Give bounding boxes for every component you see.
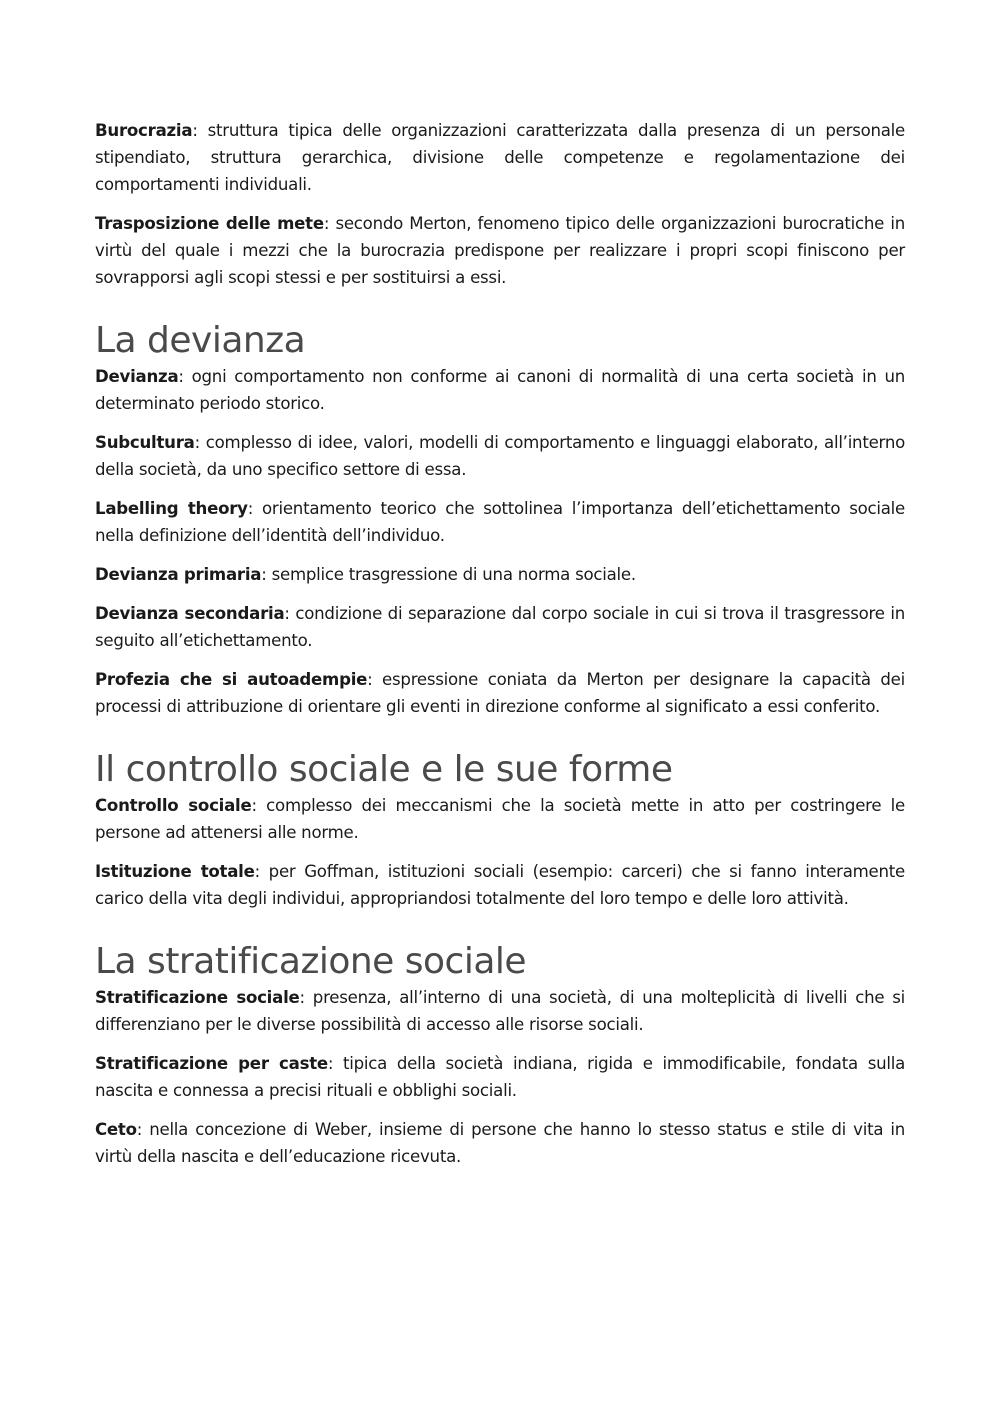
- definition-term: Burocrazia: [95, 121, 193, 140]
- definition-term: Devianza secondaria: [95, 604, 285, 623]
- definition-term: Subcultura: [95, 433, 195, 452]
- definition-entry: [95, 984, 905, 1038]
- definition-term: Ceto: [95, 1120, 137, 1139]
- document-page: [95, 117, 905, 1182]
- definition-term: Controllo sociale: [95, 796, 252, 815]
- definition-term: Devianza: [95, 367, 179, 386]
- definition-term: Profezia che si autoadempie: [95, 670, 368, 689]
- section-entries: [95, 363, 905, 720]
- section-stratificazione: [95, 942, 905, 1170]
- definition-text: : semplice trasgressione di una norma sociale.: [261, 565, 636, 584]
- definition-entry: [95, 1116, 905, 1170]
- section-controllo-sociale: [95, 750, 905, 912]
- definition-text: : secondo Merton, fenomeno tipico delle organizzazioni burocratiche in virtù del quale i mezzi che la burocrazia predispone per realizzare i propri scopi finiscono per sovrapporsi agli scopi stessi e per sostituirsi a essi.: [95, 214, 905, 287]
- definition-entry: [95, 429, 905, 483]
- definition-text: : complesso dei meccanismi che la società mette in atto per costringere le persone ad attenersi alle norme.: [95, 796, 905, 842]
- definition-entry: [95, 666, 905, 720]
- definition-text: : per Goffman, istituzioni sociali (esempio: carceri) che si fanno interamente carico della vita degli individui, appropriandosi totalmente del loro tempo e delle loro attività.: [95, 862, 905, 908]
- definition-term: Stratificazione per caste: [95, 1054, 328, 1073]
- definition-entry: [95, 792, 905, 846]
- section-heading: La stratificazione sociale: [95, 941, 527, 982]
- definition-entry: [95, 858, 905, 912]
- definition-text: : tipica della società indiana, rigida e immodificabile, fondata sulla nascita e connessa a precisi rituali e obblighi sociali.: [95, 1054, 905, 1100]
- definition-entry: [95, 363, 905, 417]
- definition-text: : condizione di separazione dal corpo sociale in cui si trova il trasgressore in seguito all’etichettamento.: [95, 604, 905, 650]
- definition-text: : nella concezione di Weber, insieme di persone che hanno lo stesso status e stile di vita in virtù della nascita e dell’educazione ricevuta.: [95, 1120, 905, 1166]
- definition-entry: [95, 495, 905, 549]
- definition-entry: [95, 561, 905, 588]
- definition-entry: [95, 210, 905, 291]
- definition-entry: [95, 600, 905, 654]
- section-heading: La devianza: [95, 320, 306, 361]
- definition-entry: [95, 1050, 905, 1104]
- definition-text: : struttura tipica delle organizzazioni caratterizzata dalla presenza di un personale stipendiato, struttura gerarchica, divisione delle competenze e regolamentazione dei comportamenti individuali.: [95, 121, 905, 194]
- definition-text: : complesso di idee, valori, modelli di comportamento e linguaggi elaborato, all’interno della società, da uno specifico settore di essa.: [95, 433, 905, 479]
- definition-term: Trasposizione delle mete: [95, 214, 324, 233]
- definition-term: Stratificazione sociale: [95, 988, 300, 1007]
- definition-entry: [95, 117, 905, 198]
- intro-entries: [95, 117, 905, 291]
- definition-text: : ogni comportamento non conforme ai canoni di normalità di una certa società in un determinato periodo storico.: [95, 367, 905, 413]
- section-entries: [95, 792, 905, 912]
- section-devianza: [95, 321, 905, 720]
- definition-term: Istituzione totale: [95, 862, 255, 881]
- definition-text: : presenza, all’interno di una società, di una molteplicità di livelli che si differenziano per le diverse possibilità di accesso alle risorse sociali.: [95, 988, 905, 1034]
- section-entries: [95, 984, 905, 1170]
- definition-text: : espressione coniata da Merton per designare la capacità dei processi di attribuzione di orientare gli eventi in direzione conforme al significato a essi conferito.: [95, 670, 905, 716]
- definition-term: Labelling theory: [95, 499, 248, 518]
- definition-term: Devianza primaria: [95, 565, 262, 584]
- section-heading: Il controllo sociale e le sue forme: [95, 749, 673, 790]
- definition-text: : orientamento teorico che sottolinea l’importanza dell’etichettamento sociale nella definizione dell’identità dell’individuo.: [95, 499, 906, 545]
